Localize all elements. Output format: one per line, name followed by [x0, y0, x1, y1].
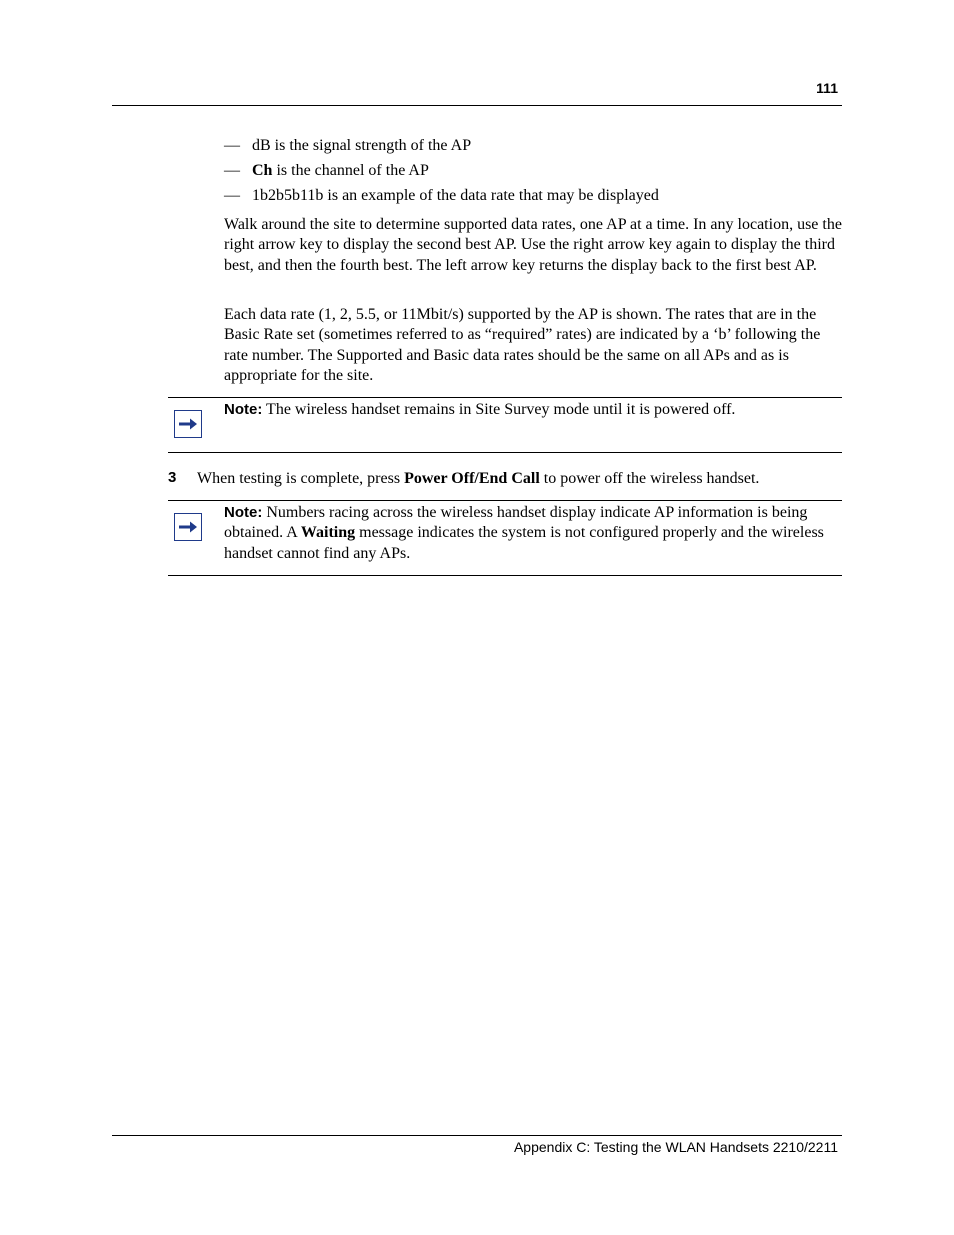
bullet-bold-term: Ch: [252, 162, 273, 179]
note-text: The wireless handset remains in Site Survey mode until it is powered off.: [262, 401, 736, 418]
bullet-text: is the channel of the AP: [272, 162, 429, 179]
bullet-text: 1b2b5b11b is an example of the data rate that may be displayed: [252, 187, 659, 204]
page-number: 111: [816, 80, 838, 96]
note-arrow-icon: [174, 410, 202, 438]
bullet-signal-strength: [224, 136, 471, 156]
note2: [224, 503, 842, 564]
bullet-dash: —: [224, 137, 240, 154]
bullet-text: dB is the signal strength of the AP: [252, 137, 472, 154]
bullet-dash: —: [224, 162, 240, 179]
bullet-channel: [224, 161, 429, 181]
note-text: Numbers racing across the wireless handset display indicate AP information is being obtained. A: [224, 504, 808, 542]
paragraph-data-rate: Each data rate (1, 2, 5.5, or 11Mbit/s) supported by the AP is shown. The rates that are in the Basic Rate set (sometimes referred to as “required” rates) are indicated by a ‘b’ following the rate number. The Supported and Basic data rates should be the same on all APs and as is appropriate for the site.: [224, 306, 821, 384]
footer-title: Appendix C: Testing the WLAN Handsets 2210/2211: [513, 1139, 838, 1155]
footer-rule: [112, 1135, 842, 1136]
bullet-data-rate: [224, 186, 659, 206]
note-label: Note:: [224, 401, 263, 418]
note-label: Note:: [224, 504, 263, 521]
step-bold-command: Power Off/End Call: [404, 470, 540, 487]
note2-top-rule: [168, 500, 842, 501]
note-text: message indicates the system is not configured properly and the wireless handset cannot find any APs.: [224, 524, 824, 562]
header-rule: [112, 105, 842, 106]
note1-top-rule: [168, 397, 842, 398]
paragraph-walk-around: Walk around the site to determine supported data rates, one AP at a time. In any location, use the right arrow key to display the second best AP. Use the right arrow key again to display the third best, and then the fourth best. The left arrow key returns the display back to the first best AP.: [224, 216, 842, 274]
note1-bottom-rule: [168, 452, 842, 453]
step-number: 3: [168, 469, 177, 486]
note1: [224, 400, 842, 420]
note-bold-term: Waiting: [300, 524, 356, 542]
step-text-part: to power off the wireless handset.: [539, 470, 760, 487]
note-arrow-icon: [174, 513, 202, 541]
note2-bottom-rule: [168, 575, 842, 576]
bullet-dash: —: [224, 187, 240, 204]
step-text-part: When testing is complete, press: [197, 470, 405, 487]
step-text: [197, 469, 759, 489]
